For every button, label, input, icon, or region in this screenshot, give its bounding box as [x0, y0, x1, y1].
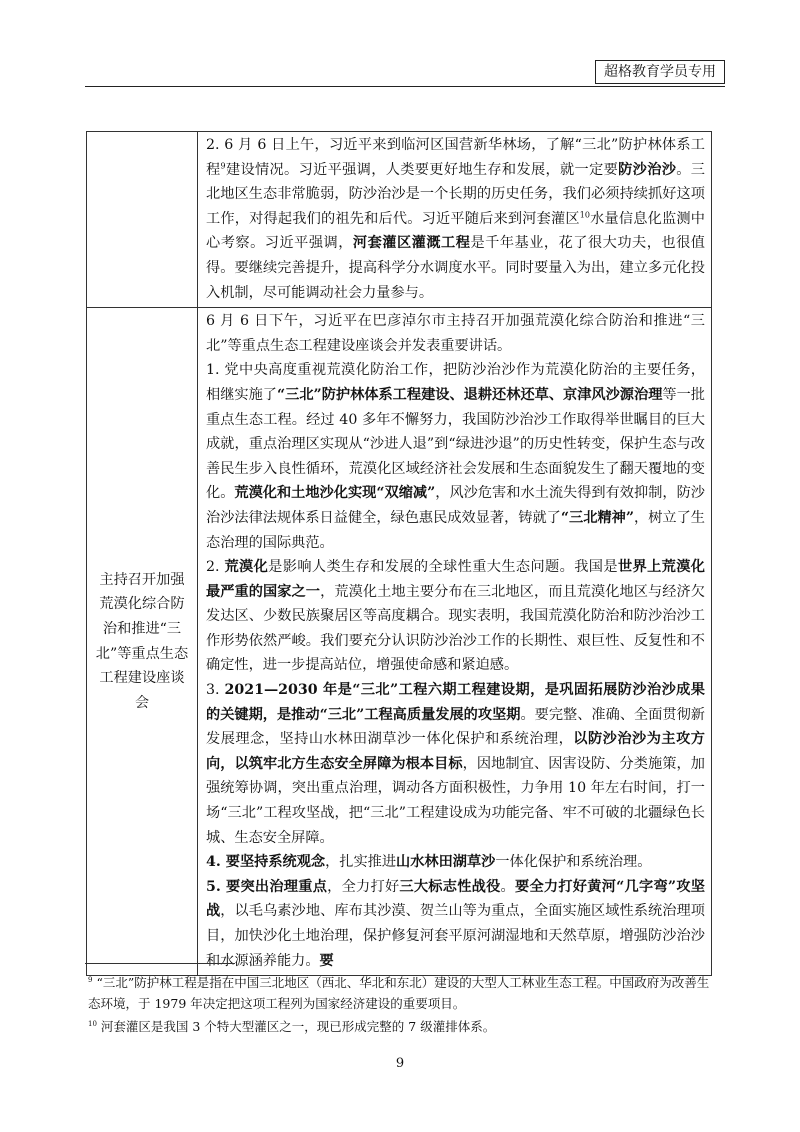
emphasis-text: 三大标志性战役 — [399, 878, 501, 895]
footnote-9 — [88, 972, 718, 1014]
page-number: 9 — [395, 1056, 405, 1071]
text-run: 6 月 6 日下午，习近平在巴彦淖尔市主持召开加强荒漠化综合防治和推进“三北”等重点生态工程建设座谈会并发表重要讲话。 — [206, 313, 705, 354]
footnote-ref: 10 — [579, 210, 590, 220]
emphasis-text: 以防沙治沙为主攻方向，以筑牢北方生态安全屏障为根本目标 — [206, 731, 705, 772]
footnote-text: 河套灌区是我国 3 个特大型灌区之一，现已形成完整的 7 级灌排体系。 — [100, 1019, 496, 1034]
paragraph — [206, 555, 705, 678]
emphasis-text: 荒漠化和土地沙化实现“双缩减” — [234, 485, 436, 502]
footnote-text: “三北”防护林工程是指在中国三北地区（西北、华北和东北）建设的大型人工林业生态工程。中国政府为改善生态环境，于 1979 年决定把这项工程列为国家经济建设的重要项目。 — [88, 975, 710, 1011]
emphasis-text: 世界上荒漠化最严重的国家之一 — [206, 559, 705, 600]
emphasis-text: 5. 要突出治理重点 — [206, 878, 328, 895]
text-run: 等一批重点生态工程。经过 40 多年不懈努力，我国防沙治沙工作取得举世瞩目的巨大成就，重点治理区实现从“沙进人退”到“绿进沙退”的历史性转变，保护生态与改善民生步入良性循环，荒漠化区域经济社会发展和生态面貌发生了翻天覆地的变化。 — [206, 386, 705, 502]
text-run: 是千年基业，花了很大功夫，也很值得。要继续完善提升，提高科学分水调度水平。同时要量入为出，建立多元化投入机制，尽可能调动社会力量参与。 — [206, 235, 705, 301]
content-table — [86, 131, 712, 976]
text-run: 。要完整、准确、全面贯彻新发展理念，坚持山水林田湖草沙一体化保护和系统治理， — [206, 706, 705, 748]
paragraph — [206, 358, 705, 555]
emphasis-text: 防沙治沙 — [618, 161, 677, 178]
emphasis-text: 2021—2030 年是“三北”工程六期工程建设期，是巩固拓展防沙治沙成果的关键期，是推动“三北”工程高质量发展的攻坚期 — [206, 682, 705, 723]
emphasis-text: 4. 要坚持系统观念 — [206, 854, 326, 871]
brand-label: 超格教育学员专用 — [595, 60, 725, 84]
row-body-cell — [198, 132, 712, 308]
row-label-cell: 主持召开加强荒漠化综合防治和推进“三北”等重点生态工程建设座谈会 — [87, 308, 198, 976]
table-row — [87, 132, 712, 308]
emphasis-text: “三北精神” — [560, 509, 635, 526]
row-label-cell — [87, 132, 198, 308]
text-run: 2. 6 月 6 日上午，习近平来到临河区国营新华林场，了解“三北”防护林体系工程 — [206, 137, 705, 178]
header-rule — [85, 86, 725, 87]
text-run: 2. — [206, 559, 225, 576]
table-row — [87, 308, 712, 976]
footnote-rule — [85, 963, 235, 964]
row-body-cell — [198, 308, 712, 976]
text-run: ，荒漠化土地主要分布在三北地区，而且荒漠化地区与经济欠发达区、少数民族聚居区等高度耦合。现实表明，我国荒漠化防治和防沙治沙工作形势依然严峻。我们要充分认识防沙治沙工作的长期性、艰巨性、反复性和不确定性，进一步提高站位，增强使命感和紧迫感。 — [206, 583, 705, 674]
emphasis-text: 山水林田湖草沙 — [396, 854, 496, 871]
paragraph — [206, 133, 705, 305]
footnote-ref: 9 — [220, 160, 226, 170]
text-run: ，扎实推进 — [325, 854, 397, 871]
text-run: ，因地制宜、因害设防、分类施策，加强统筹协调，突出重点治理，调动各方面积极性，力争用 10 年左右时间，打一场“三北”工程攻坚战，把“三北”工程建设成为功能完备、牢不可破的北疆绿色长城、生态安全屏障。 — [206, 755, 705, 846]
footnote-mark: 10 — [88, 1019, 97, 1028]
emphasis-text: 荒漠化 — [224, 559, 269, 576]
emphasis-text: 要 — [319, 952, 334, 969]
emphasis-text: 要全力打好黄河“几字弯”攻坚战 — [206, 878, 705, 920]
text-run: ，全力打好 — [327, 878, 400, 895]
paragraph — [206, 850, 705, 875]
text-run: ，以毛乌素沙地、库布其沙漠、贺兰山等为重点，全面实施区域性系统治理项目，加快沙化土地治理，保护修复河套平原河湖湿地和天然草原，增强防沙治沙和水源涵养能力。 — [206, 903, 705, 969]
text-run: 建设情况。习近平强调，人类要更好地生存和发展，就一定要 — [225, 161, 619, 178]
emphasis-text: “三北”防护林体系工程建设、退耕还林还草、京津风沙源治理 — [276, 386, 663, 403]
text-run: 是影响人类生存和发展的全球性重大生态问题。我国是 — [268, 559, 618, 576]
emphasis-text: 河套灌区灌溉工程 — [352, 235, 471, 252]
text-run: ，树立了生态治理的国际典范。 — [206, 509, 705, 551]
footnote-10 — [88, 1016, 718, 1037]
text-run: 水量信息化监测中心考察。习近平强调， — [206, 210, 705, 252]
paragraph — [206, 309, 705, 358]
text-run: 。三北地区生态非常脆弱，防沙治沙是一个长期的历史任务，我们必须持续抓好这项工作，对得起我们的祖先和后代。习近平随后来到河套灌区 — [206, 161, 705, 227]
text-run: 。 — [500, 878, 515, 895]
paragraph — [206, 678, 705, 850]
paragraph — [206, 875, 705, 973]
text-run: 1. 党中央高度重视荒漠化防治工作，把防沙治沙作为荒漠化防治的主要任务，相继实施了 — [206, 362, 705, 403]
text-run: ，风沙危害和水土流失得到有效抑制，防沙治沙法律法规体系日益健全，绿色惠民成效显著，铸就了 — [206, 485, 705, 526]
text-run: 3. — [206, 682, 225, 699]
text-run: 一体化保护和系统治理。 — [495, 854, 652, 871]
footnote-mark: 9 — [88, 975, 93, 984]
